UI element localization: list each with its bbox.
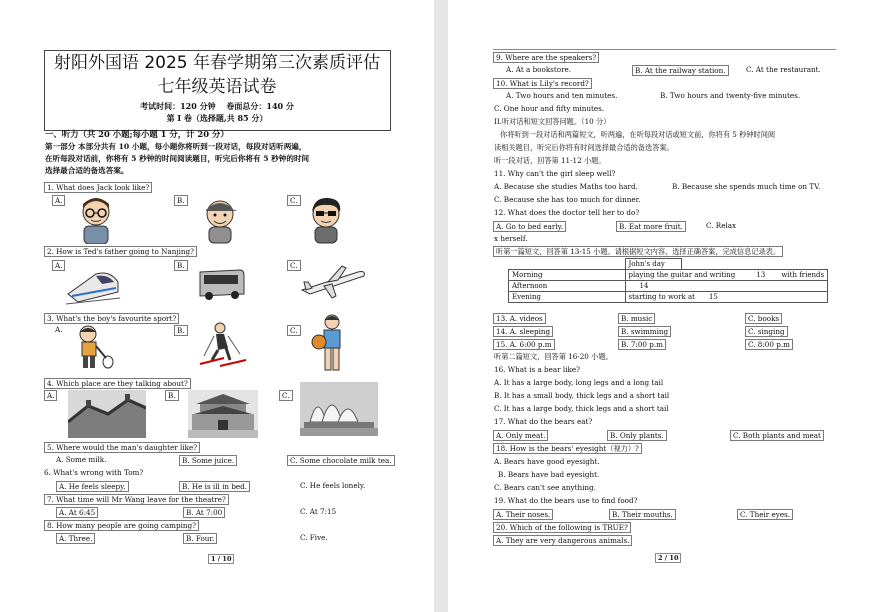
answer-option: B. 7:00 p.m [618,339,666,350]
option-b-label: B. [174,195,188,206]
instructions-line: 读相关题目，听完后你将有时间选择最合适的备选答案。 [494,143,674,152]
answer-option: A. They are very dangerous animals. [493,535,632,546]
answer-option: C. singing [745,326,788,337]
passage-instructions: 听第二篇短文，回答第 16-20 小题。 [494,352,613,361]
table-cell-value: starting to work at 15 [625,292,828,303]
answer-option: C. books [745,313,782,324]
info-table [508,258,828,303]
train-image [66,262,120,306]
table-spacer [681,259,828,270]
option-a-label: A. [52,195,65,206]
table-cell-label: Morning [509,270,626,281]
option-c-label: C. [287,325,301,336]
answer-option: C. It has a large body, thick legs and a short tail [494,404,669,413]
answer-option: C. 8:00 p.m [745,339,793,350]
answer-option: A. Some milk. [56,455,107,464]
table-cell-value: playing the guitar and writing 13 with friends [625,270,828,281]
table-cell-value: 14 [625,281,828,292]
basketball-player-image [310,312,352,374]
answer-option: 13. A. videos [493,313,546,324]
table-spacer [509,259,626,270]
answer-option: C. Because she has too much for dinner. [494,195,641,204]
exam-info: 考试时间：120 分钟 卷面总分：140 分 [140,101,294,111]
answer-option: B. Some juice. [179,455,237,466]
answer-option: B. swimming [618,326,671,337]
question-6: 6. What's wrong with Tom? [44,468,144,477]
option-b-label: B. [165,390,179,401]
answer-option: A. At a bookstore. [506,65,572,74]
answer-option: A. Two hours and ten minutes. [506,91,618,100]
great-wall-image [68,390,146,438]
page-gutter [434,0,448,612]
option-a-label: A. [52,260,65,271]
answer-option: B. music [618,313,655,324]
question-3: 3. What's the boy's favourite sport? [44,313,179,324]
instructions-line: 听一段对话，回答第 11-12 小题。 [494,156,606,165]
table-header: John's day [625,259,681,270]
option-b-label: B. [174,325,188,336]
exam-subtitle: 七年级英语试卷 [157,77,277,97]
option-a-label: A. [44,390,57,401]
option-c-label: C. [287,260,301,271]
question-10: 10. What is Lily's record? [493,78,592,89]
instructions-line: 第一部分 本部分共有 10 小题，每小题你将听到一段对话，每段对话听两遍， [45,142,307,151]
question-9: 9. Where are the speakers? [493,52,599,63]
table-row [509,292,828,303]
passage-instructions: 听第一篇短文，回答第 13-15 小题。请根据短文内容，选择正确答案，完成信息记录表。 [493,246,783,257]
answer-option: A. At 6:45 [56,507,98,518]
instructions-line: 选择最合适的备选答案。 [45,166,129,175]
question-19: 19. What do the bears use to find food? [494,496,638,505]
option-c-label: C. [279,390,293,401]
question-17: 17. What do the bears eat? [494,417,593,426]
volume-heading: 第 I 卷（选择题,共 85 分） [166,113,268,123]
answer-option: C. Bears can't see anything. [494,483,596,492]
answer-option: C. Both plants and meat [730,430,824,441]
exam-title: 射阳外国语 2025 年春学期第三次素质评估 [53,53,381,73]
answer-option: B. Only plants. [607,430,667,441]
airplane-image [298,262,368,302]
option-b-label: B. [174,260,188,271]
answer-option: B. At the railway station. [632,65,729,76]
question-1: 1. What does Jack look like? [44,182,152,193]
sydney-opera-house-image [300,382,378,436]
question-7: 7. What time will Mr Wang leave for the theatre? [44,494,229,505]
answer-option: B. Four. [183,533,217,544]
answer-option: B. Bears have bad eyesight. [498,470,600,479]
question-18: 18. How is the bears' eyesight（视力）? [493,443,642,454]
question-5: 5. Where would the man's daughter like? [44,442,200,453]
table-row [509,281,828,292]
answer-option: A. Bears have good eyesight. [494,457,600,466]
answer-option: A. Because she studies Maths too hard. [494,182,638,191]
answer-option: 14. A. sleeping [493,326,553,337]
question-4: 4. Which place are they talking about? [44,378,191,389]
tiananmen-image [188,390,258,438]
answer-option: B. He is ill in bed. [179,481,250,492]
header-rule [493,49,836,50]
answer-option: A. It has a large body, long legs and a long tail [494,378,664,387]
bus-image [196,266,246,302]
tennis-player-image [66,322,114,372]
table-cell-label: Evening [509,292,626,303]
answer-option: B. Their mouths. [609,509,676,520]
answer-option: C. He feels lonely. [300,481,366,490]
answer-option: C. Their eyes. [737,509,793,520]
answer-option: B. Eat more fruit. [616,221,686,232]
boy-with-cap-image [200,194,240,244]
question-16: 16. What is a bear like? [494,365,580,374]
answer-option: B. It has a small body, thick legs and a short tail [494,391,670,400]
answer-option: B. At 7:00 [183,507,225,518]
answer-option: A. Only meat. [493,430,548,441]
instructions-line: 在听每段对话前，你将有 5 秒钟的时间阅读题目，听完后你将有 5 秒钟的时间 [45,154,310,163]
table-cell-label: Afternoon [509,281,626,292]
answer-option: A. Go to bed early. [493,221,566,232]
answer-option: C. Five. [300,533,328,542]
answer-option: A. Their noses. [493,509,553,520]
boy-with-sunglasses-image [306,194,346,244]
question-11: 11. Why can't the girl sleep well? [494,169,616,178]
answer-option: B. Because she spends much time on TV. [672,182,821,191]
answer-option: C. At the restaurant. [746,65,821,74]
section-heading: 一、听力（共 20 小题;每小题 1 分，计 20 分） [45,129,229,139]
answer-option: A. He feels sleepy. [56,481,129,492]
answer-option: C. Some chocolate milk tea. [287,455,395,466]
table-row [509,270,828,281]
answer-option: C. At 7:15 [300,507,337,516]
answer-option: A. Three. [56,533,95,544]
answer-option: C. One hour and fifty minutes. [494,104,605,113]
question-2: 2. How is Ted's father going to Nanjing? [44,246,197,257]
page-number: 1 / 10 [208,554,234,564]
question-8: 8. How many people are going camping? [44,520,199,531]
instructions-line: 你将听到一段对话和两篇短文，听两遍，在听每段对话或短文前，你将有 5 秒钟时间阅 [500,130,776,139]
section-heading: II.听对话和短文回答问题。（10 分） [494,117,611,126]
option-a-label: A. [55,325,63,334]
page-number: 2 / 10 [655,553,681,563]
answer-option: B. Two hours and twenty-five minutes. [660,91,801,100]
answer-option: 15. A. 6:00 p.m [493,339,555,350]
option-c-label: C. [287,195,301,206]
boy-with-glasses-image [76,194,116,244]
skier-image [194,320,250,370]
answer-option: C. Relax [706,221,737,230]
question-20: 20. Which of the following is TRUE? [493,522,631,533]
question-12: 12. What does the doctor tell her to do? [494,208,640,217]
answer-option-continued: x herself. [494,234,528,243]
